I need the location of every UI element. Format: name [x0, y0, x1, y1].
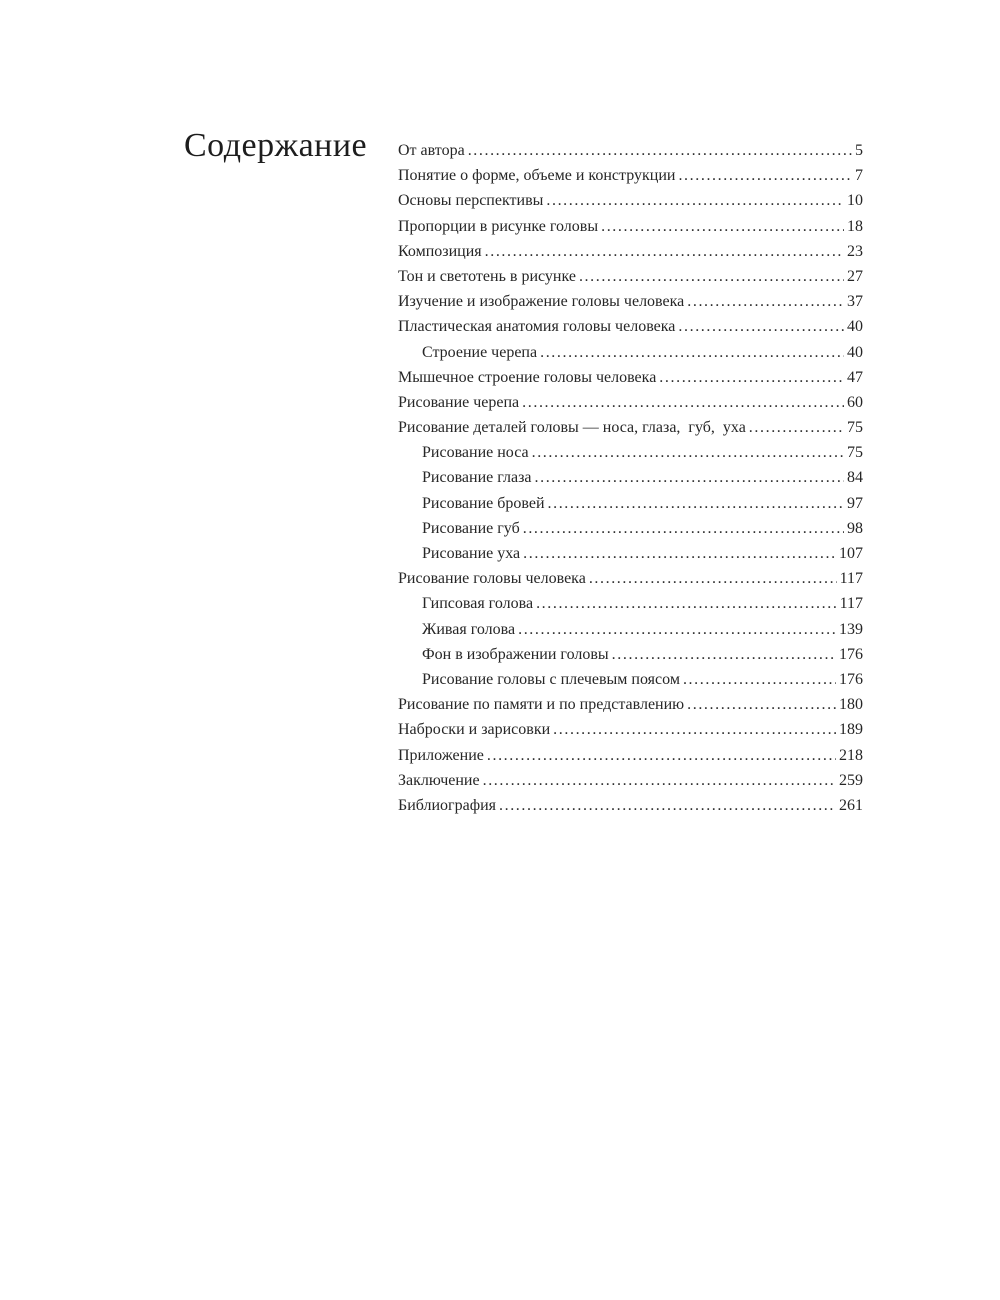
toc-entry	[398, 289, 863, 314]
toc-entry-label: Живая голова	[422, 620, 516, 638]
toc-entry-page-number: 176	[839, 645, 863, 663]
toc-entry-page-number: 97	[847, 494, 863, 512]
toc-entry	[398, 239, 863, 264]
dot-leader	[678, 163, 852, 188]
toc-entry-label: Библиография	[398, 796, 496, 814]
toc-entry-page-number: 27	[847, 267, 863, 285]
toc-entry-label: Изучение и изображение головы человека	[398, 293, 685, 311]
toc-entry	[398, 138, 863, 163]
dot-leader	[659, 365, 844, 390]
dot-leader	[483, 768, 836, 793]
toc-entry	[398, 541, 863, 566]
toc-entry	[398, 743, 863, 768]
table-of-contents	[398, 138, 863, 818]
dot-leader	[553, 717, 836, 742]
dot-leader	[518, 617, 836, 642]
dot-leader	[687, 692, 836, 717]
toc-entry-label: От автора	[398, 142, 465, 159]
toc-entry	[398, 516, 863, 541]
toc-entry	[398, 415, 863, 440]
toc-entry	[398, 264, 863, 289]
toc-entry	[398, 390, 863, 415]
toc-entry	[398, 642, 863, 667]
toc-entry-page-number: 117	[839, 570, 863, 588]
toc-entry-label: Гипсовая голова	[422, 595, 534, 613]
toc-entry-page-number: 261	[839, 796, 863, 814]
dot-leader	[749, 415, 844, 440]
toc-entry-page-number: 60	[847, 393, 863, 411]
dot-leader	[540, 340, 844, 365]
dot-leader	[687, 289, 844, 314]
toc-entry	[398, 617, 863, 642]
toc-entry-page-number: 5	[855, 142, 863, 159]
toc-entry	[398, 314, 863, 339]
dot-leader	[535, 465, 845, 490]
toc-entry	[398, 491, 863, 516]
toc-entry-label: Пластическая анатомия головы человека	[398, 318, 676, 336]
toc-entry-page-number: 40	[847, 318, 863, 336]
toc-entry-label: Рисование глаза	[422, 469, 532, 487]
toc-entry	[398, 465, 863, 490]
dot-leader	[487, 743, 836, 768]
toc-entry-page-number: 75	[847, 444, 863, 462]
toc-entry	[398, 188, 863, 213]
dot-leader	[678, 314, 844, 339]
toc-entry-label: Композиция	[398, 242, 482, 260]
page-title: Содержание	[184, 127, 368, 164]
toc-entry	[398, 163, 863, 188]
dot-leader	[485, 239, 844, 264]
dot-leader	[579, 264, 844, 289]
dot-leader	[612, 642, 836, 667]
toc-entry-page-number: 7	[855, 167, 863, 185]
dot-leader	[589, 566, 837, 591]
toc-entry-label: Понятие о форме, объеме и конструкции	[398, 167, 676, 185]
toc-entry-page-number: 23	[847, 242, 863, 260]
toc-entry	[398, 365, 863, 390]
toc-entry-label: Рисование бровей	[422, 494, 545, 512]
toc-entry-label: Рисование черепа	[398, 393, 520, 411]
toc-entry-page-number: 259	[839, 771, 863, 789]
toc-entry	[398, 591, 863, 616]
toc-entry	[398, 692, 863, 717]
toc-entry-label: Наброски и зарисовки	[398, 721, 551, 739]
toc-entry-label: Основы перспективы	[398, 192, 544, 210]
toc-entry-label: Заключение	[398, 771, 480, 789]
toc-entry-page-number: 180	[839, 696, 863, 714]
toc-entry-label: Рисование уха	[422, 545, 521, 562]
toc-entry	[398, 768, 863, 793]
toc-entry-label: Строение черепа	[422, 343, 538, 361]
toc-entry	[398, 340, 863, 365]
toc-entry-page-number: 107	[839, 545, 863, 562]
dot-leader	[546, 188, 844, 213]
toc-entry	[398, 793, 863, 818]
toc-entry-page-number: 47	[847, 368, 863, 386]
toc-entry-label: Рисование деталей головы — носа, глаза, губ, уха	[398, 419, 746, 437]
toc-entry-label: Рисование головы с плечевым поясом	[422, 670, 680, 688]
dot-leader	[468, 138, 852, 163]
toc-entry-label: Рисование по памяти и по представлению	[398, 696, 685, 714]
dot-leader	[536, 591, 837, 616]
toc-entry-label: Фон в изображении головы	[422, 645, 609, 663]
dot-leader	[601, 214, 844, 239]
toc-entry-page-number: 40	[847, 343, 863, 361]
toc-entry	[398, 717, 863, 742]
toc-entry-page-number: 98	[847, 519, 863, 537]
toc-entry-page-number: 84	[847, 469, 863, 487]
toc-entry-page-number: 10	[847, 192, 863, 210]
toc-entry	[398, 440, 863, 465]
dot-leader	[548, 491, 845, 516]
toc-entry-label: Приложение	[398, 746, 484, 764]
dot-leader	[523, 541, 836, 566]
toc-entry	[398, 214, 863, 239]
dot-leader	[523, 516, 844, 541]
dot-leader	[499, 793, 836, 818]
toc-entry-page-number: 18	[847, 217, 863, 235]
dot-leader	[522, 390, 844, 415]
toc-entry-label: Тон и светотень в рисунке	[398, 267, 576, 285]
toc-entry-label: Мышечное строение головы человека	[398, 368, 657, 386]
dot-leader	[532, 440, 844, 465]
toc-entry-label: Рисование головы человека	[398, 570, 586, 588]
toc-entry-page-number: 189	[839, 721, 863, 739]
toc-entry-page-number: 176	[839, 670, 863, 688]
toc-entry-label: Рисование носа	[422, 444, 529, 462]
toc-entry-label: Пропорции в рисунке головы	[398, 217, 599, 235]
toc-entry-page-number: 139	[839, 620, 863, 638]
toc-entry-page-number: 37	[847, 293, 863, 311]
toc-entry-page-number: 75	[847, 419, 863, 437]
toc-entry	[398, 667, 863, 692]
toc-entry	[398, 566, 863, 591]
toc-entry-page-number: 117	[839, 595, 863, 613]
dot-leader	[683, 667, 836, 692]
toc-entry-page-number: 218	[839, 746, 863, 764]
toc-entry-label: Рисование губ	[422, 519, 520, 537]
